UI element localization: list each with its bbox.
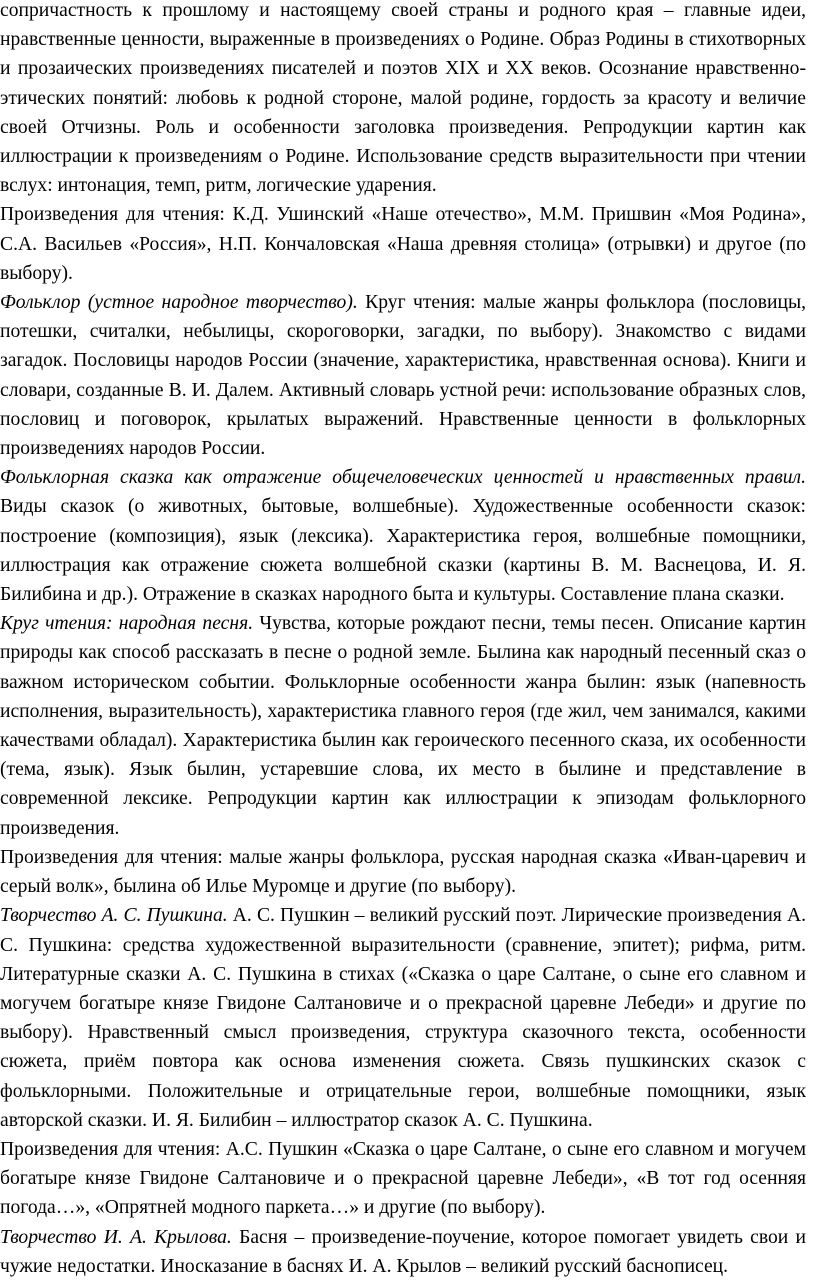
paragraph-lead: Творчество И. А. Крылова. — [0, 1226, 232, 1248]
paragraph-homeland-themes — [0, 0, 806, 200]
paragraph-lead: Фольклорная сказка как отражение общечеловеческих ценностей и нравственных правил. — [0, 467, 806, 489]
paragraph-text: сопричастность к прошлому и настоящему своей страны и родного края – главные идеи, нравственные ценности, выраженные в произведениях о Родине. Образ Родины в стихотворных и прозаических произведениях писателей и поэтов XIX и XX веков. Осознание нравственно-этических понятий: любовь к родной стороне, малой родине, гордость за красоту и величие своей Отчизны. Роль и особенности заголовка произведения. Репродукции картин как иллюстрации к произведениям о Родине. Использование средств выразительности при чтении вслух: интонация, темп, ритм, логические ударения. — [0, 0, 806, 197]
paragraph-krylov — [0, 1223, 806, 1281]
paragraph-text: Произведения для чтения: А.С. Пушкин «Сказка о царе Салтане, о сыне его славном и могучем богатыре князе Гвидоне Салтановиче и о прекрасной царевне Лебеди», «В тот год осенняя погода…», «Опрятней модного паркета…» и другие (по выбору). — [0, 1138, 806, 1219]
paragraph-text: Басня – произведение-поучение, которое помогает увидеть свои и чужие недостатки. Иносказание в баснях И. А. Крылов – великий русский баснописец. — [0, 1226, 806, 1277]
paragraph-homeland-reading-list — [0, 200, 806, 288]
paragraph-text: Чувства, которые рождают песни, темы песен. Описание картин природы как способ рассказать в песне о родной земле. Былина как народный песенный сказ о важном историческом событии. Фольклорные особенности жанра былин: язык (напевность исполнения, выразительность), характеристика главного героя (где жил, чем занимался, какими качествами обладал). Характеристика былин как героического песенного сказа, их особенности (тема, язык). Язык былин, устаревшие слова, их место в былине и представление в современной лексике. Репродукции картин как иллюстрации к эпизодам фольклорного произведения. — [0, 613, 806, 839]
paragraph-lead: Творчество А. С. Пушкина. — [0, 905, 228, 927]
paragraph-pushkin — [0, 901, 806, 1135]
paragraph-text: Произведения для чтения: К.Д. Ушинский «Наше отечество», М.М. Пришвин «Моя Родина», С.А. Васильев «Россия», Н.П. Кончаловская «Наша древняя столица» (отрывки) и другое (по выбору). — [0, 204, 806, 284]
paragraph-text: Круг чтения: малые жанры фольклора (пословицы, потешки, считалки, небылицы, скороговорки, загадки, по выбору). Знакомство с видами загадок. Пословицы народов России (значение, характеристика, нравственная основа). Книги и словари, созданные В. И. Далем. Активный словарь устной речи: использование образных слов, пословиц и поговорок, крылатых выражений. Нравственные ценности в фольклорных произведениях народов России. — [0, 292, 807, 460]
paragraph-text: А. С. Пушкин – великий русский поэт. Лирические произведения А. С. Пушкина: средства художественной выразительности (сравнение, эпитет); рифма, ритм. Литературные сказки А. С. Пушкина в стихах («Сказка о царе Салтане, о сыне его славном и могучем богатыре князе Гвидоне Салтановиче и о прекрасной царевне Лебеди» и другие по выбору). Нравственный смысл произведения, структура сказочного текста, особенности сюжета, приём повтора как основа изменения сюжета. Связь пушкинских сказок с фольклорными. Положительные и отрицательные герои, волшебные помощники, язык авторской сказки. И. Я. Билибин – иллюстратор сказок А. С. Пушкина. — [0, 905, 806, 1131]
paragraph-text: Виды сказок (о животных, бытовые, волшебные). Художественные особенности сказок: построение (композиция), язык (лексика). Характеристика героя, волшебные помощники, иллюстрация как отражение сюжета волшебной сказки (картины В. М. Васнецова, И. Я. Билибина и др.). Отражение в сказках народного быта и культуры. Составление плана сказки. — [0, 496, 806, 606]
paragraph-pushkin-reading-list — [0, 1135, 806, 1223]
paragraph-lead: Круг чтения: народная песня. — [0, 613, 254, 635]
paragraph-folklore-reading-list — [0, 843, 806, 901]
paragraph-text: Произведения для чтения: малые жанры фольклора, русская народная сказка «Иван-царевич и серый волк», былина об Илье Муромце и другие (по выбору). — [0, 846, 806, 898]
paragraph-folk-tale — [0, 463, 806, 609]
paragraph-folk-song — [0, 609, 806, 843]
paragraph-lead: Фольклор (устное народное творчество). — [0, 292, 358, 314]
paragraph-folklore — [0, 288, 806, 463]
